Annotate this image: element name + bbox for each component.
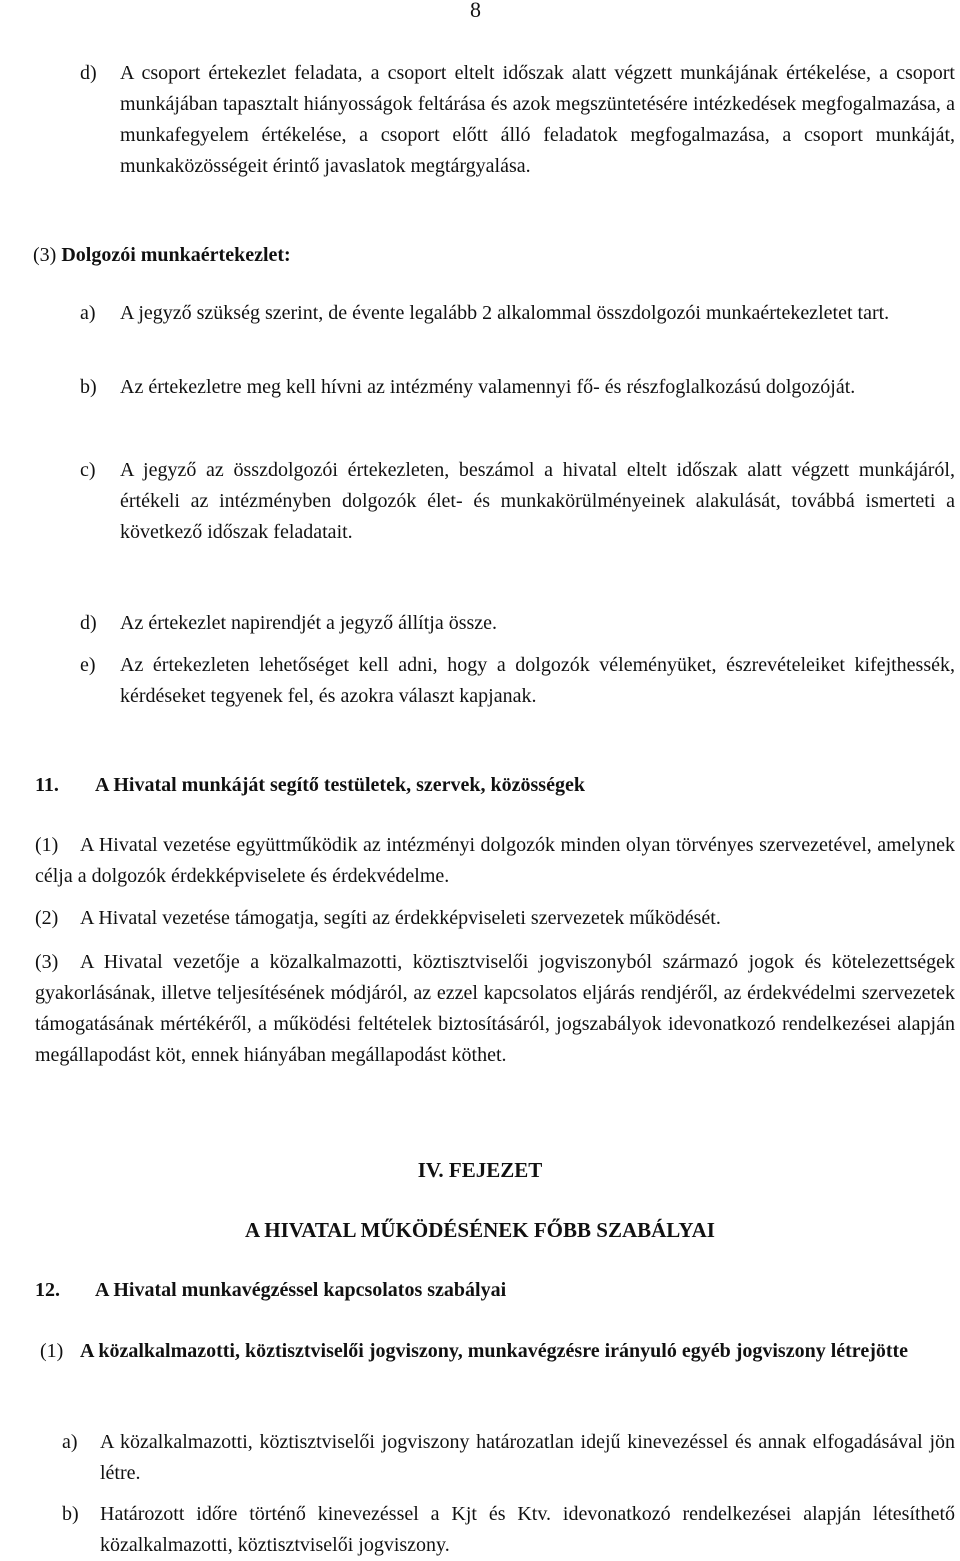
list-item-top-d [80, 58, 955, 182]
item-text: Határozott időre történő kinevezéssel a Kjt és Ktv. idevonatkozó rendelkezései alapján létesíthető közalkalmazotti, köztisztviselői jogviszony. [100, 1503, 955, 1556]
item-label: d) [80, 62, 97, 84]
list-item-3d [80, 608, 955, 639]
item-label: a) [62, 1431, 78, 1453]
chapter-title: A HIVATAL MŰKÖDÉSÉNEK FŐBB SZABÁLYAI [245, 1218, 715, 1242]
page-number: 8 [470, 0, 481, 22]
paragraph-text: A Hivatal vezetője a közalkalmazotti, köztisztviselői jogviszonyból származó jogok és kötelezettségek gyakorlásának, illetve teljesítésének módjáról, az ezzel kapcsolatos eljárás rendjéről, az érdekvédelmi szervezetek támogatásának mértékéről, a működési feltételek biztosításáról, jogszabályok idevonatkozó rendelkezései alapján megállapodást köt, ennek hiányában megállapodást köthet. [35, 951, 955, 1066]
item-text: Az értekezletre meg kell hívni az intézmény valamennyi fő- és részfoglalkozású dolgozóját. [120, 376, 856, 398]
item-text: Az értekezlet napirendjét a jegyző állítja össze. [120, 612, 498, 634]
item-label: a) [80, 302, 96, 324]
list-item-3a [80, 298, 955, 329]
section-number: 12. [35, 1279, 60, 1301]
list-item-12a [62, 1427, 955, 1489]
item-label: b) [62, 1503, 79, 1525]
paragraph-label: (3) [35, 951, 59, 973]
subsection-label: (1) [40, 1340, 64, 1362]
section-12-heading [35, 1275, 955, 1306]
chapter-number: IV. FEJEZET [417, 1158, 543, 1182]
item-label: b) [80, 376, 97, 398]
section-title: A Hivatal munkavégzéssel kapcsolatos szabályai [95, 1279, 507, 1301]
item-label: d) [80, 612, 97, 634]
list-item-12b [62, 1499, 955, 1561]
list-item-3e [80, 650, 955, 712]
section-number: 11. [35, 774, 59, 796]
list-item-3c [80, 455, 955, 548]
paragraph-text: A Hivatal vezetése támogatja, segíti az érdekképviseleti szervezetek működését. [80, 907, 721, 929]
paragraph-label: (1) [35, 834, 59, 856]
paragraph-11-1 [35, 830, 955, 892]
item-text: Az értekezleten lehetőséget kell adni, hogy a dolgozók véleményüket, észrevételeiket kifejthessék, kérdéseket tegyenek fel, és azokra választ kapjanak. [120, 654, 955, 707]
subsection-heading: A közalkalmazotti, köztisztviselői jogviszony, munkavégzésre irányuló egyéb jogviszony létrejötte [80, 1340, 909, 1362]
paragraph-11-2 [35, 903, 955, 934]
section-3-heading [33, 240, 291, 271]
item-text: A csoport értekezlet feladata, a csoport eltelt időszak alatt végzett munkájának értékelése, a csoport munkájában tapasztalt hiányosságok feltárása és azok megszüntetésére intézkedések megfogalmazása, a munkafegyelem értékelése, a csoport előtt álló feladatok megfogalmazása, a csoport munkáját, munkaközösségeit érintő javaslatok megtárgyalása. [120, 62, 955, 177]
item-label: e) [80, 654, 96, 676]
section-number: (3) [33, 244, 57, 266]
section-title: Dolgozói munkaértekezlet: [61, 244, 291, 266]
paragraph-label: (2) [35, 907, 59, 929]
section-title: A Hivatal munkáját segítő testületek, szervek, közösségek [95, 774, 585, 796]
section-11-heading [35, 770, 955, 801]
item-text: A közalkalmazotti, köztisztviselői jogviszony határozatlan idejű kinevezéssel és annak elfogadásával jön létre. [100, 1431, 955, 1484]
item-text: A jegyző az összdolgozói értekezleten, beszámol a hivatal eltelt időszak alatt végzett munkájáról, értékeli az intézményben dolgozók élet- és munkakörülményeinek alakulását, továbbá ismerteti a következő időszak feladatait. [120, 459, 955, 543]
item-label: c) [80, 459, 96, 481]
item-text: A jegyző szükség szerint, de évente legalább 2 alkalommal összdolgozói munkaértekezletet tart. [120, 302, 890, 324]
paragraph-11-3 [35, 947, 955, 1071]
paragraph-text: A Hivatal vezetése együttműködik az intézményi dolgozók minden olyan törvényes szervezetével, amelynek célja a dolgozók érdekképviselete és érdekvédelme. [35, 834, 955, 887]
list-item-3b [80, 372, 955, 403]
subsection-12-1 [40, 1336, 955, 1367]
